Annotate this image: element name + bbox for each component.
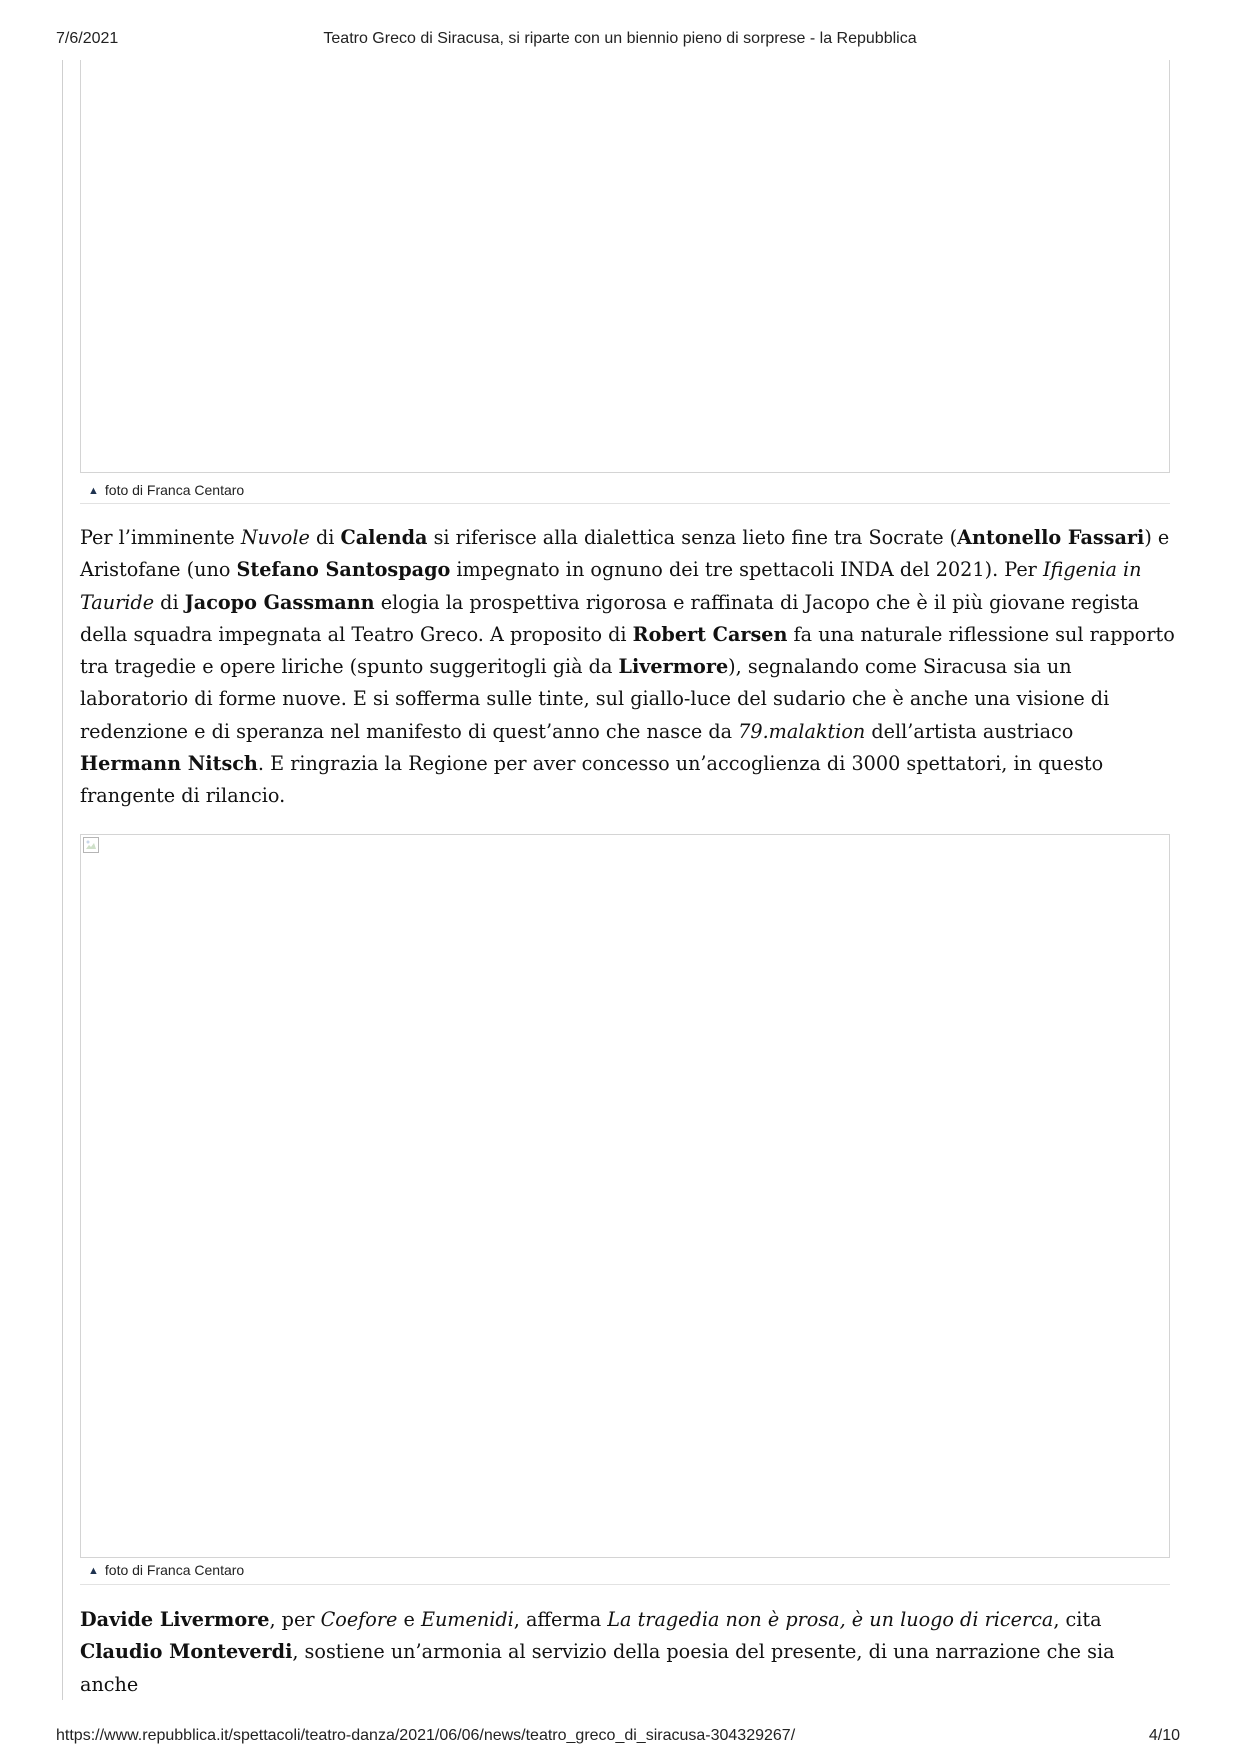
- person-name: Calenda: [340, 526, 428, 549]
- person-name: Stefano Santospago: [236, 558, 451, 582]
- work-title: Ifigenia in Tauride: [80, 558, 1142, 614]
- work-title: Eumenidi: [420, 1608, 514, 1631]
- text: . E ringrazia la Regione per aver concesso un’accoglienza di 3000 spettatori, in questo frangente di rilancio.: [80, 752, 1104, 808]
- text: ), segnalando come Siracusa sia un laboratorio di forme nuove. E si sofferma sulle tinte, sul giallo-luce del sudario che è anche una visione di redenzione e di speranza nel manifesto di quest’anno che nasce da: [80, 655, 1110, 743]
- photo-caption-2: [88, 1562, 244, 1578]
- caption-divider-2: [80, 1584, 1170, 1585]
- print-header: [0, 30, 1240, 54]
- print-url: https://www.repubblica.it/spettacoli/teatro-danza/2021/06/06/news/teatro_greco_di_siracusa-304329267/: [56, 1727, 796, 1744]
- work-title: Nuvole: [240, 526, 310, 549]
- person-name: Robert Carsen: [632, 622, 788, 646]
- text: fa una naturale riflessione sul rapporto tra tragedie e opere liriche (spunto suggeritogli già da: [80, 622, 1175, 679]
- person-name: Livermore: [618, 655, 729, 679]
- left-border-rule: [62, 60, 63, 1700]
- photo-frame-2: [80, 834, 1170, 1558]
- text: ) e Aristofane (uno: [80, 526, 1170, 582]
- photo-figure-1: [80, 60, 1170, 500]
- photo-figure-2: [80, 834, 1170, 1590]
- photo-caption-text-1: foto di Franca Centaro: [104, 482, 245, 498]
- text: , cita: [1053, 1608, 1102, 1631]
- print-footer: [0, 1727, 1240, 1757]
- print-date: 7/6/2021: [56, 30, 119, 47]
- page-number: 4/10: [1148, 1727, 1180, 1744]
- text: Per l’imminente: [80, 526, 241, 549]
- photo-caption-text-2: foto di Franca Centaro: [104, 1562, 245, 1578]
- article-paragraph-1: [80, 522, 1175, 813]
- caption-divider-1: [80, 503, 1170, 504]
- photo-frame-1: [80, 60, 1170, 473]
- text: si riferisce alla dialettica senza lieto fine tra Socrate (: [427, 526, 958, 549]
- work-title: Coefore: [320, 1608, 398, 1631]
- triangle-up-icon: ▲: [88, 1565, 99, 1577]
- text: , per: [269, 1608, 321, 1631]
- text: , sostiene un’armonia al servizio della poesia del presente, di una narrazione che sia anche: [80, 1640, 1115, 1696]
- text: di: [309, 526, 341, 549]
- triangle-up-icon: ▲: [88, 485, 99, 497]
- person-name: Davide Livermore: [80, 1608, 270, 1631]
- text: elogia la prospettiva rigorosa e raffinata di Jacopo che è il più giovane regista della squadra impegnata al Teatro Greco. A proposito di: [80, 590, 1140, 646]
- quote: La tragedia non è prosa, è un luogo di ricerca: [607, 1608, 1054, 1631]
- person-name: Jacopo Gassmann: [184, 590, 375, 614]
- photo-caption-1: [88, 482, 244, 498]
- work-title: 79.malaktion: [738, 719, 866, 743]
- broken-image-icon: [83, 837, 99, 853]
- person-name: Antonello Fassari: [957, 526, 1145, 549]
- person-name: Claudio Monteverdi: [80, 1640, 293, 1664]
- article-paragraph-2: [80, 1604, 1175, 1701]
- person-name: Hermann Nitsch: [80, 752, 258, 776]
- text: , afferma: [513, 1608, 608, 1631]
- text: e: [397, 1608, 421, 1631]
- text: impegnato in ognuno dei tre spettacoli INDA del 2021). Per: [450, 558, 1043, 582]
- text: di: [154, 590, 185, 614]
- text: dell’artista austriaco: [865, 719, 1074, 743]
- print-title: Teatro Greco di Siracusa, si riparte con un biennio pieno di sorprese - la Repubblica: [323, 30, 917, 47]
